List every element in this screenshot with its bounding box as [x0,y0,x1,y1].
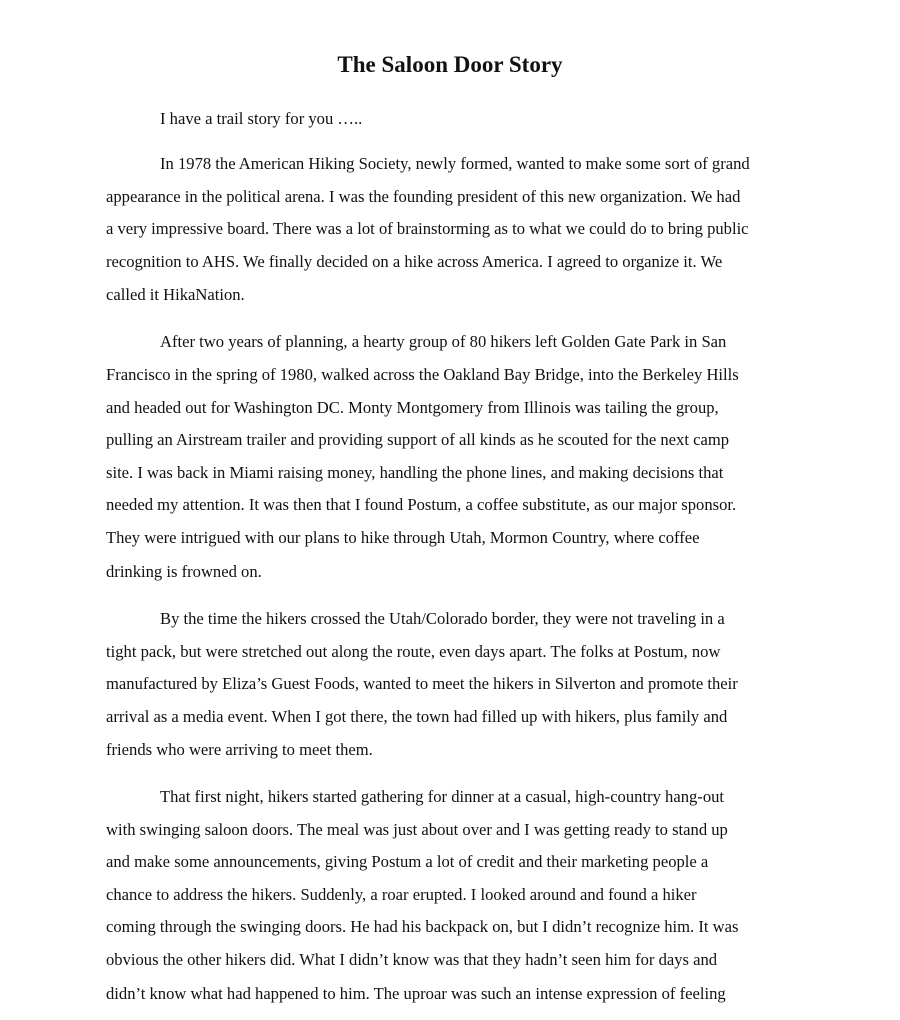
paragraph-line: arrival as a media event. When I got there, the town had filled up with hikers, plus family and [106,707,728,726]
paragraph-line: tight pack, but were stretched out along the route, even days apart. The folks at Postum, now [106,642,721,661]
paragraph-line: By the time the hikers crossed the Utah/Colorado border, they were not traveling in a [160,609,725,628]
paragraph-line: a very impressive board. There was a lot of brainstorming as to what we could do to bring public [106,219,749,238]
paragraph-line: chance to address the hikers. Suddenly, a roar erupted. I looked around and found a hiker [106,885,697,904]
paragraph-line: friends who were arriving to meet them. [106,740,373,759]
paragraph-line: coming through the swinging doors. He had his backpack on, but I didn’t recognize him. It was [106,917,739,936]
paragraph-line: and headed out for Washington DC. Monty Montgomery from Illinois was tailing the group, [106,398,719,417]
paragraph-line: called it HikaNation. [106,285,245,304]
paragraph-line: drinking is frowned on. [106,562,262,581]
paragraph-line: That first night, hikers started gathering for dinner at a casual, high-country hang-out [160,787,725,806]
paragraph-line: recognition to AHS. We finally decided on a hike across America. I agreed to organize it. We [106,252,723,271]
paragraph-line: In 1978 the American Hiking Society, newly formed, wanted to make some sort of grand [160,154,750,173]
paragraph-line: Francisco in the spring of 1980, walked across the Oakland Bay Bridge, into the Berkeley Hills [106,365,739,384]
paragraph-line: After two years of planning, a hearty group of 80 hikers left Golden Gate Park in San [160,332,727,351]
paragraph-line: site. I was back in Miami raising money, handling the phone lines, and making decisions that [106,463,724,482]
paragraph-line: with swinging saloon doors. The meal was just about over and I was getting ready to stand up [106,820,728,839]
paragraph-line: They were intrigued with our plans to hike through Utah, Mormon Country, where coffee [106,528,700,547]
document-title: The Saloon Door Story [337,52,563,77]
paragraph-line: obvious the other hikers did. What I didn’t know was that they hadn’t seen him for days and [106,950,718,969]
paragraph-line: I have a trail story for you ….. [160,109,363,128]
paragraph-line: appearance in the political arena. I was the founding president of this new organization. We had [106,187,741,206]
paragraph-line: manufactured by Eliza’s Guest Foods, wanted to meet the hikers in Silverton and promote their [106,674,738,693]
paragraph-line: and make some announcements, giving Postum a lot of credit and their marketing people a [106,852,709,871]
paragraph-line: needed my attention. It was then that I found Postum, a coffee substitute, as our major sponsor. [106,495,737,514]
paragraph-line: pulling an Airstream trailer and providing support of all kinds as he scouted for the next camp [106,430,730,449]
paragraph-line: didn’t know what had happened to him. The uproar was such an intense expression of feeling [106,984,726,1003]
